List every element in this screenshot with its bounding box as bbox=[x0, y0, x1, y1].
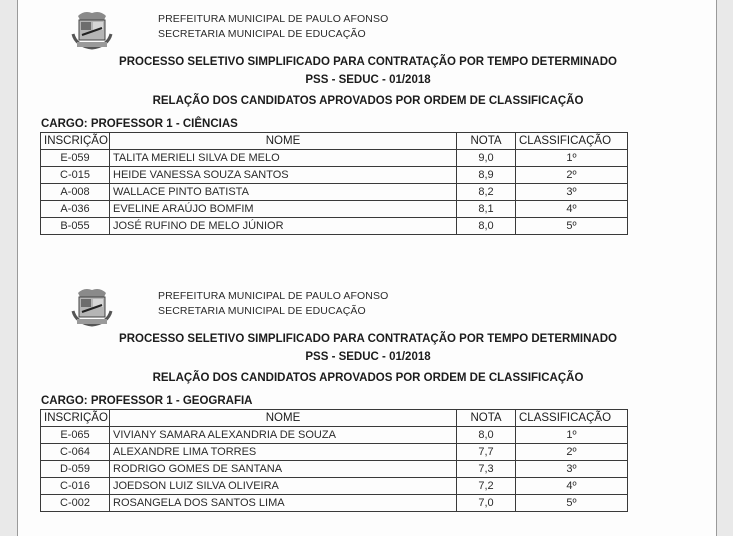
document-page bbox=[17, 0, 717, 536]
cell-classificacao: 4º bbox=[516, 478, 628, 495]
cell-nota: 8,2 bbox=[457, 184, 516, 201]
cell-nota: 8,0 bbox=[457, 427, 516, 444]
cell-inscricao: A-036 bbox=[41, 201, 110, 218]
results-table bbox=[40, 409, 628, 512]
cell-nota: 8,1 bbox=[457, 201, 516, 218]
cell-nome: EVELINE ARAÚJO BOMFIM bbox=[110, 201, 457, 218]
cell-nome: ALEXANDRE LIMA TORRES bbox=[110, 444, 457, 461]
secretariat-name: SECRETARIA MUNICIPAL DE EDUCAÇÃO bbox=[158, 305, 366, 317]
process-code: PSS - SEDUC - 01/2018 bbox=[305, 74, 431, 86]
column-header-nome: NOME bbox=[110, 410, 457, 427]
table-row bbox=[41, 427, 628, 444]
table-row bbox=[41, 461, 628, 478]
cell-nome: VIVIANY SAMARA ALEXANDRIA DE SOUZA bbox=[110, 427, 457, 444]
table-header-row bbox=[41, 410, 628, 427]
cell-nota: 7,7 bbox=[457, 444, 516, 461]
cell-classificacao: 4º bbox=[516, 201, 628, 218]
cell-inscricao: D-059 bbox=[41, 461, 110, 478]
cell-classificacao: 2º bbox=[516, 444, 628, 461]
cell-inscricao: C-016 bbox=[41, 478, 110, 495]
letterhead bbox=[68, 6, 668, 54]
cell-nota: 8,0 bbox=[457, 218, 516, 235]
process-title: PROCESSO SELETIVO SIMPLIFICADO PARA CONTRATAÇÃO POR TEMPO DETERMINADO bbox=[119, 56, 617, 68]
cell-classificacao: 2º bbox=[516, 167, 628, 184]
column-header-nota: NOTA bbox=[457, 133, 516, 150]
table-row bbox=[41, 444, 628, 461]
municipality-name: PREFEITURA MUNICIPAL DE PAULO AFONSO bbox=[158, 13, 389, 25]
table-row bbox=[41, 495, 628, 512]
table-row bbox=[41, 201, 628, 218]
municipal-crest-icon bbox=[68, 285, 116, 331]
secretariat-name: SECRETARIA MUNICIPAL DE EDUCAÇÃO bbox=[158, 28, 366, 40]
cell-nome: ROSANGELA DOS SANTOS LIMA bbox=[110, 495, 457, 512]
cell-inscricao: C-064 bbox=[41, 444, 110, 461]
cell-nota: 9,0 bbox=[457, 150, 516, 167]
cell-nome: JOEDSON LUIZ SILVA OLIVEIRA bbox=[110, 478, 457, 495]
cell-classificacao: 1º bbox=[516, 427, 628, 444]
column-header-nota: NOTA bbox=[457, 410, 516, 427]
process-title: PROCESSO SELETIVO SIMPLIFICADO PARA CONTRATAÇÃO POR TEMPO DETERMINADO bbox=[119, 333, 617, 345]
cell-inscricao: A-008 bbox=[41, 184, 110, 201]
cell-inscricao: E-065 bbox=[41, 427, 110, 444]
list-title: RELAÇÃO DOS CANDIDATOS APROVADOS POR ORDEM DE CLASSIFICAÇÃO bbox=[152, 372, 584, 384]
table-row bbox=[41, 150, 628, 167]
list-title: RELAÇÃO DOS CANDIDATOS APROVADOS POR ORDEM DE CLASSIFICAÇÃO bbox=[152, 95, 584, 107]
process-code: PSS - SEDUC - 01/2018 bbox=[305, 351, 431, 363]
letterhead bbox=[68, 283, 668, 331]
municipal-crest-icon bbox=[68, 8, 116, 54]
table-row bbox=[41, 478, 628, 495]
cell-classificacao: 3º bbox=[516, 184, 628, 201]
cell-nota: 8,9 bbox=[457, 167, 516, 184]
cargo-title: CARGO: PROFESSOR 1 - GEOGRAFIA bbox=[41, 395, 253, 407]
cell-nota: 7,2 bbox=[457, 478, 516, 495]
cell-classificacao: 3º bbox=[516, 461, 628, 478]
cell-classificacao: 5º bbox=[516, 495, 628, 512]
cell-inscricao: C-015 bbox=[41, 167, 110, 184]
cell-nome: TALITA MERIELI SILVA DE MELO bbox=[110, 150, 457, 167]
column-header-classificacao: CLASSIFICAÇÃO bbox=[516, 410, 628, 427]
cargo-title: CARGO: PROFESSOR 1 - CIÊNCIAS bbox=[41, 118, 238, 130]
cell-inscricao: C-002 bbox=[41, 495, 110, 512]
results-table bbox=[40, 132, 628, 235]
cell-nome: HEIDE VANESSA SOUZA SANTOS bbox=[110, 167, 457, 184]
column-header-nome: NOME bbox=[110, 133, 457, 150]
cell-nota: 7,3 bbox=[457, 461, 516, 478]
cell-nota: 7,0 bbox=[457, 495, 516, 512]
cell-inscricao: B-055 bbox=[41, 218, 110, 235]
table-row bbox=[41, 218, 628, 235]
cell-classificacao: 5º bbox=[516, 218, 628, 235]
column-header-inscricao: INSCRIÇÃO bbox=[41, 133, 110, 150]
table-header-row bbox=[41, 133, 628, 150]
table-row bbox=[41, 184, 628, 201]
table-row bbox=[41, 167, 628, 184]
cell-inscricao: E-059 bbox=[41, 150, 110, 167]
column-header-classificacao: CLASSIFICAÇÃO bbox=[516, 133, 628, 150]
municipality-name: PREFEITURA MUNICIPAL DE PAULO AFONSO bbox=[158, 290, 389, 302]
cell-nome: WALLACE PINTO BATISTA bbox=[110, 184, 457, 201]
cell-nome: JOSÉ RUFINO DE MELO JÚNIOR bbox=[110, 218, 457, 235]
cell-classificacao: 1º bbox=[516, 150, 628, 167]
column-header-inscricao: INSCRIÇÃO bbox=[41, 410, 110, 427]
cell-nome: RODRIGO GOMES DE SANTANA bbox=[110, 461, 457, 478]
